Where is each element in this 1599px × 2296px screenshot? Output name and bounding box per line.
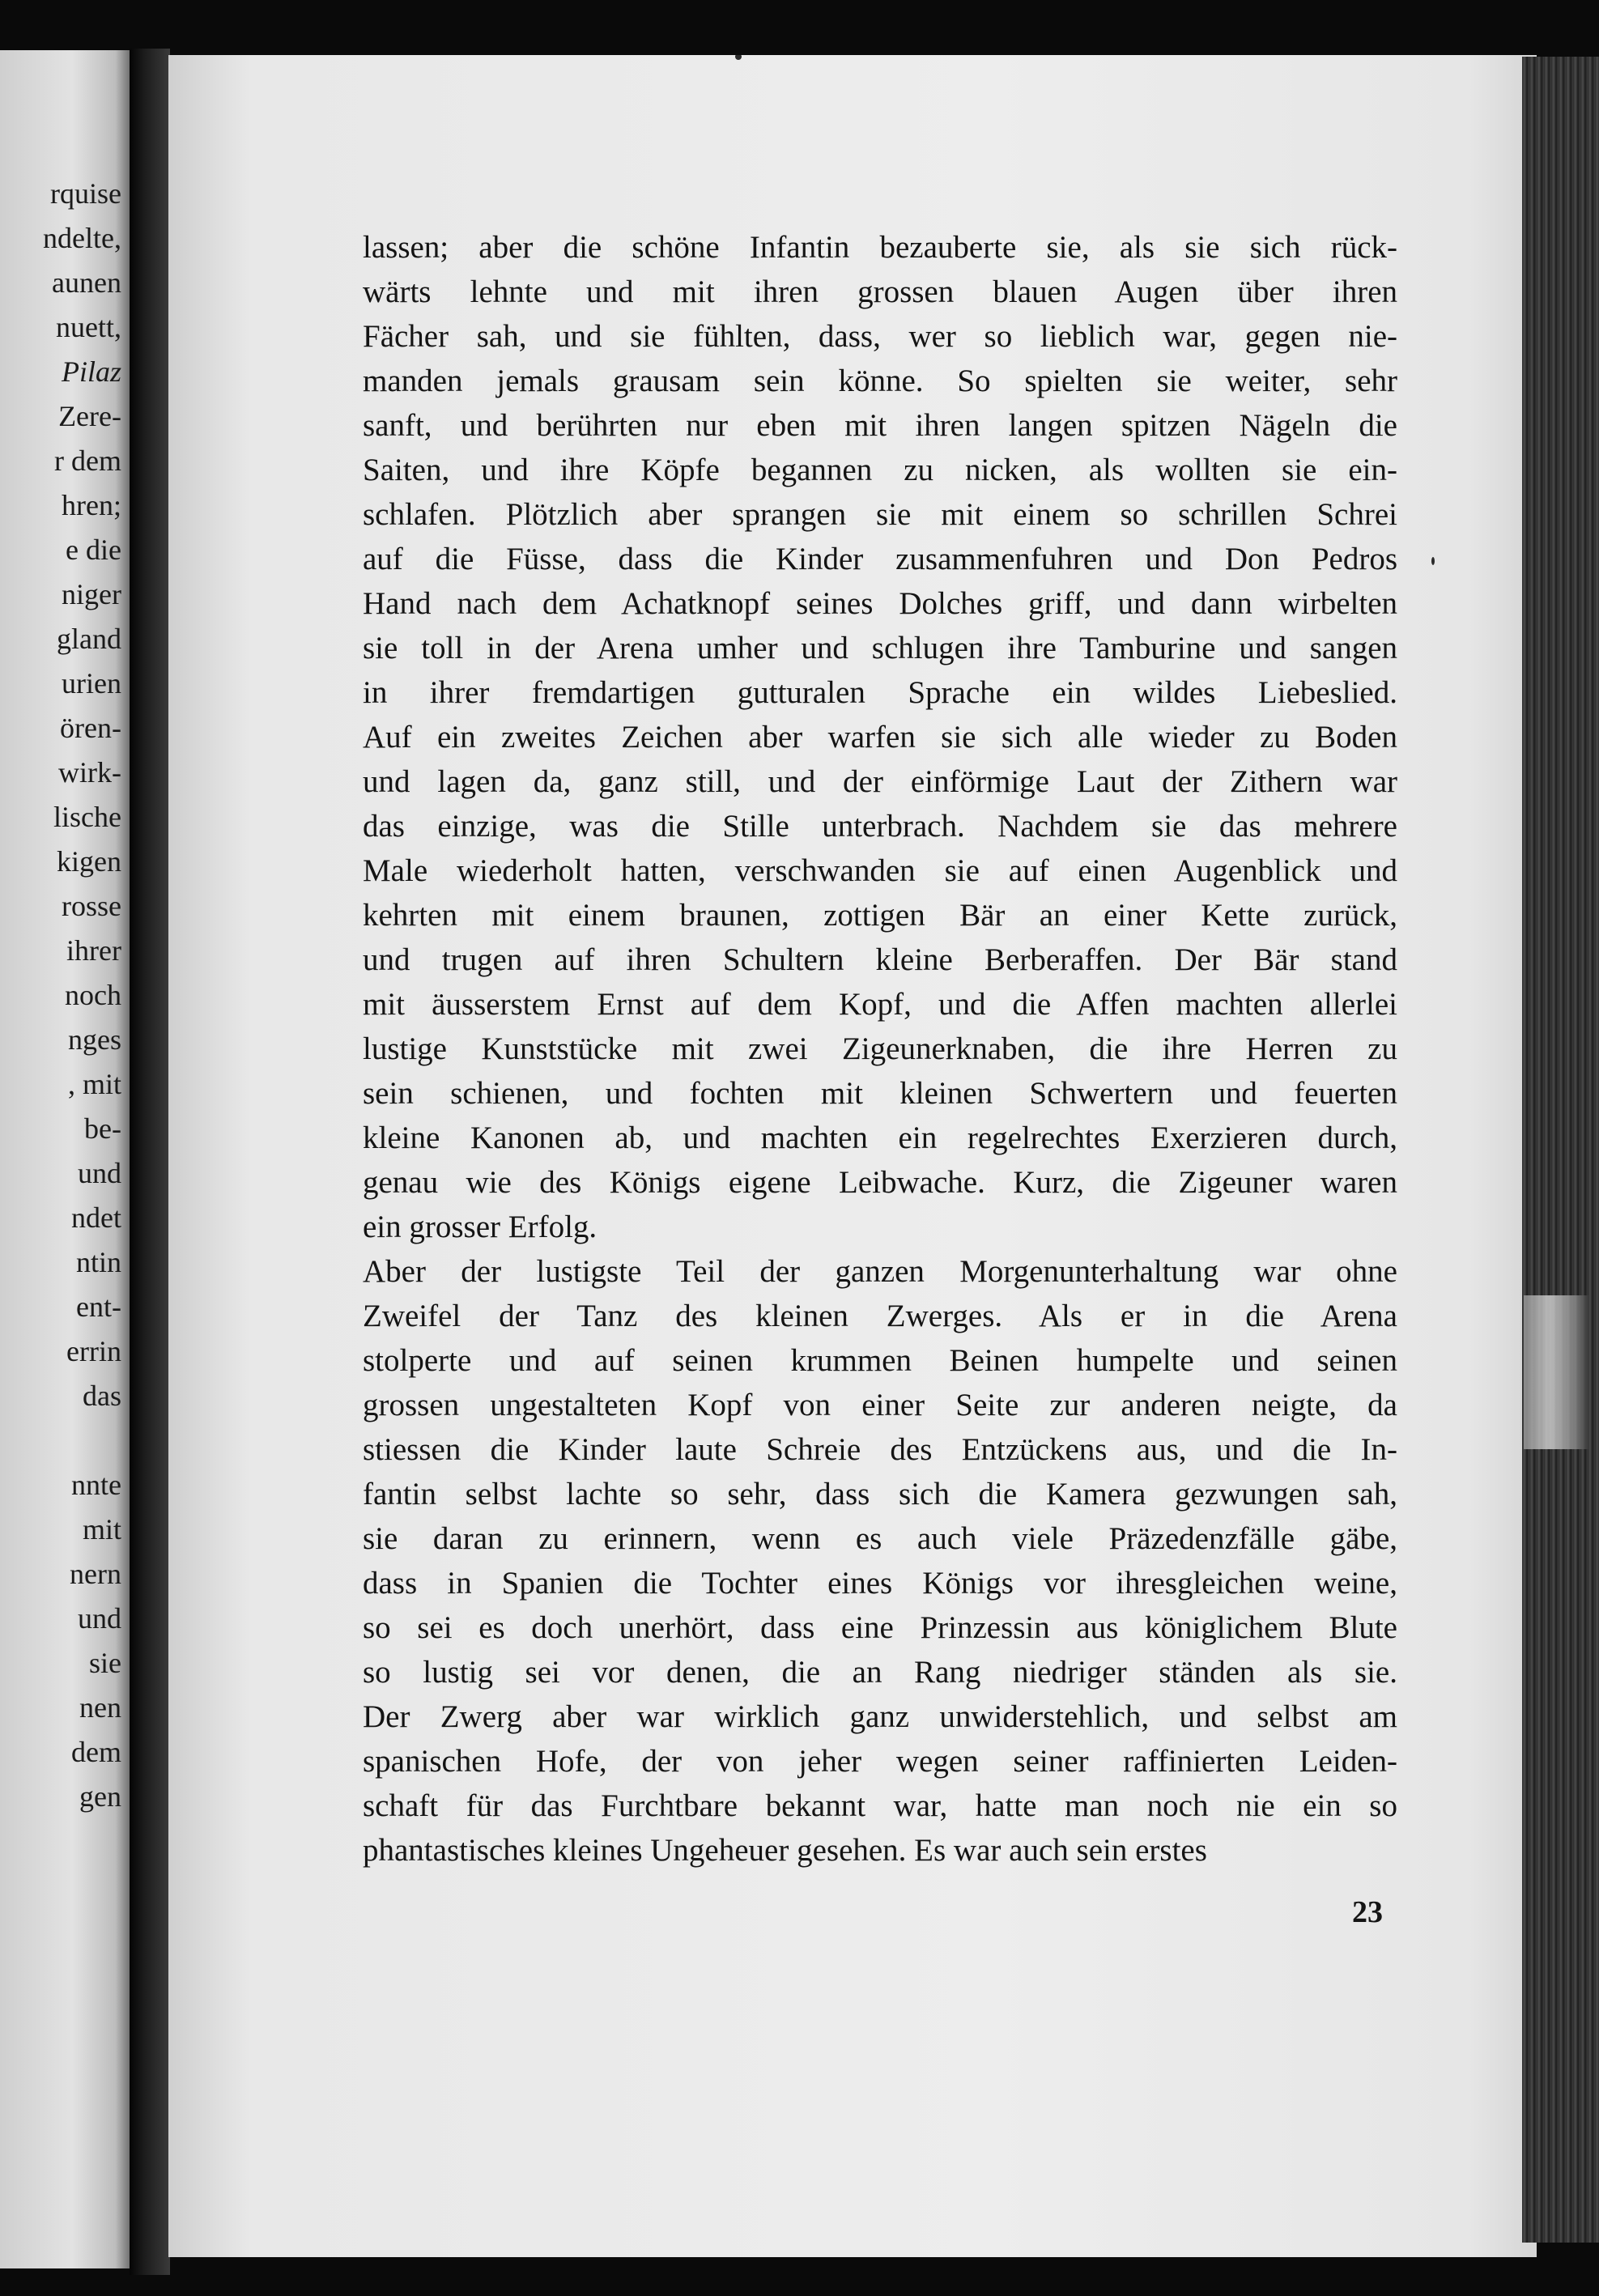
- left-fragment-line: aunen: [52, 266, 121, 299]
- page-edge-highlight: [1524, 1295, 1588, 1449]
- text-line: und lagen da, ganz still, und der einförmige Laut der Zithern war: [363, 764, 1397, 799]
- left-fragment-line: Pilaz: [61, 355, 121, 388]
- text-line: sie daran zu erinnern, wenn es auch viele Präzedenzfälle gäbe,: [363, 1521, 1397, 1556]
- left-fragment-line: ndet: [71, 1201, 121, 1234]
- left-fragment-line: nnte: [71, 1469, 121, 1501]
- left-page-text: [43, 172, 121, 1819]
- text-line: Saiten, und ihre Köpfe begannen zu nicken, als wollten sie ein-: [363, 453, 1397, 487]
- left-fragment-line: nen: [79, 1691, 121, 1724]
- text-line: so lustig sei vor denen, die an Rang niedriger ständen als sie.: [363, 1655, 1397, 1690]
- text-line: grossen ungestalteten Kopf von einer Seite zur anderen neigte, da: [363, 1388, 1397, 1422]
- left-fragment-line: , mit: [67, 1068, 121, 1100]
- text-line: spanischen Hofe, der von jeher wegen seiner raffinierten Leiden-: [363, 1744, 1397, 1779]
- text-line: sie toll in der Arena umher und schlugen ihre Tamburine und sangen: [363, 631, 1397, 665]
- left-fragment-line: ndelte,: [43, 222, 121, 254]
- page-edge-stack: [1522, 57, 1599, 2243]
- left-fragment-line: nuett,: [56, 311, 121, 343]
- left-fragment-line: wirk-: [58, 756, 121, 789]
- text-line: Male wiederholt hatten, verschwanden sie auf einen Augenblick und: [363, 853, 1397, 888]
- text-line: ein grosser Erfolg.: [363, 1210, 597, 1244]
- left-fragment-line: kigen: [57, 845, 121, 878]
- text-line: sein schienen, und fochten mit kleinen Schwertern und feuerten: [363, 1076, 1397, 1111]
- dust-speck: [1431, 557, 1435, 565]
- left-page-fragment: [0, 50, 131, 2268]
- dust-speck: [735, 55, 742, 60]
- text-line: sanft, und berührten nur eben mit ihren langen spitzen Nägeln die: [363, 408, 1397, 443]
- left-fragment-line: noch: [65, 979, 121, 1011]
- text-line: Zweifel der Tanz des kleinen Zwerges. Als er in die Arena: [363, 1299, 1397, 1333]
- left-fragment-line: urien: [62, 667, 121, 699]
- text-line: mit äusserstem Ernst auf dem Kopf, und die Affen machten allerlei: [363, 987, 1397, 1022]
- left-fragment-line: mit: [82, 1513, 121, 1546]
- left-fragment-line: be-: [84, 1112, 121, 1145]
- left-fragment-line: das: [83, 1380, 121, 1412]
- text-line: so sei es doch unerhört, dass eine Prinzessin aus königlichem Blute: [363, 1610, 1397, 1645]
- left-fragment-line: r dem: [54, 444, 121, 477]
- left-fragment-line: ihrer: [66, 934, 121, 967]
- text-line: lassen; aber die schöne Infantin bezauberte sie, als sie sich rück-: [363, 230, 1397, 265]
- left-fragment-line: rquise: [50, 177, 121, 210]
- body-text: [363, 225, 1397, 1873]
- text-line: stiessen die Kinder laute Schreie des Entzückens aus, und die In-: [363, 1432, 1397, 1467]
- left-fragment-line: [43, 1418, 121, 1463]
- left-fragment-line: und: [78, 1602, 121, 1635]
- left-fragment-line: und: [78, 1157, 121, 1189]
- text-line: schlafen. Plötzlich aber sprangen sie mit einem so schrillen Schrei: [363, 497, 1397, 532]
- left-fragment-line: nern: [70, 1558, 121, 1590]
- text-line: kehrten mit einem braunen, zottigen Bär an einer Kette zurück,: [363, 898, 1397, 933]
- text-line: und trugen auf ihren Schultern kleine Berberaffen. Der Bär stand: [363, 942, 1397, 977]
- text-line: wärts lehnte und mit ihren grossen blauen Augen über ihren: [363, 274, 1397, 309]
- text-line: Hand nach dem Achatknopf seines Dolches griff, und dann wirbelten: [363, 586, 1397, 621]
- left-fragment-line: lische: [53, 801, 121, 833]
- text-line: phantastisches kleines Ungeheuer gesehen. Es war auch sein erstes: [363, 1833, 1207, 1868]
- left-fragment-line: Zere-: [58, 400, 121, 432]
- page-number: 23: [1352, 1895, 1383, 1929]
- text-line: Aber der lustigste Teil der ganzen Morgenunterhaltung war ohne: [363, 1254, 1397, 1289]
- left-fragment-line: nges: [68, 1023, 121, 1056]
- left-fragment-line: sie: [89, 1647, 121, 1679]
- text-line: dass in Spanien die Tochter eines Königs vor ihresgleichen weine,: [363, 1566, 1397, 1601]
- right-page: [168, 55, 1537, 2257]
- left-fragment-line: ntin: [75, 1246, 121, 1278]
- text-line: Der Zwerg aber war wirklich ganz unwiderstehlich, und selbst am: [363, 1699, 1397, 1734]
- text-line: stolperte und auf seinen krummen Beinen humpelte und seinen: [363, 1343, 1397, 1378]
- left-fragment-line: ören-: [60, 712, 121, 744]
- text-line: genau wie des Königs eigene Leibwache. Kurz, die Zigeuner waren: [363, 1165, 1397, 1200]
- left-fragment-line: hren;: [62, 489, 121, 521]
- left-fragment-line: e die: [66, 534, 121, 566]
- text-line: das einzige, was die Stille unterbrach. Nachdem sie das mehrere: [363, 809, 1397, 844]
- text-line: lustige Kunststücke mit zwei Zigeunerknaben, die ihre Herren zu: [363, 1031, 1397, 1066]
- text-line: fantin selbst lachte so sehr, dass sich die Kamera gezwungen sah,: [363, 1477, 1397, 1512]
- left-fragment-line: gen: [79, 1780, 121, 1813]
- left-fragment-line: errin: [66, 1335, 121, 1367]
- text-line: Fächer sah, und sie fühlten, dass, wer so lieblich war, gegen nie-: [363, 319, 1397, 354]
- text-line: Auf ein zweites Zeichen aber warfen sie sich alle wieder zu Boden: [363, 720, 1397, 755]
- left-fragment-line: gland: [57, 623, 121, 655]
- text-line: manden jemals grausam sein könne. So spielten sie weiter, sehr: [363, 364, 1397, 398]
- left-fragment-line: dem: [71, 1736, 121, 1768]
- left-fragment-line: rosse: [62, 890, 121, 922]
- left-fragment-line: ent-: [76, 1290, 121, 1323]
- text-line: kleine Kanonen ab, und machten ein regelrechtes Exerzieren durch,: [363, 1120, 1397, 1155]
- text-line: in ihrer fremdartigen gutturalen Sprache ein wildes Liebeslied.: [363, 675, 1397, 710]
- left-fragment-line: niger: [62, 578, 121, 610]
- text-line: schaft für das Furchtbare bekannt war, hatte man noch nie ein so: [363, 1788, 1397, 1823]
- book-gutter: [130, 49, 170, 2275]
- text-line: auf die Füsse, dass die Kinder zusammenfuhren und Don Pedros: [363, 542, 1397, 576]
